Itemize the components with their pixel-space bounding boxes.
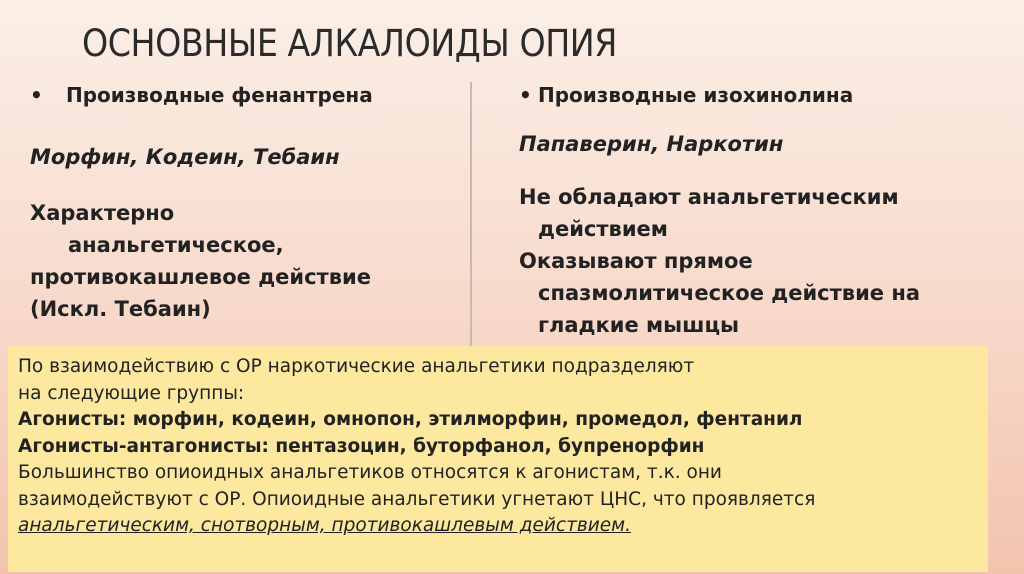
classification-note [8,346,988,572]
agonists-antagonists-line: Агонисты-антагонисты: пентазоцин, буторфанол, бупренорфин [18,435,705,457]
note-line2: на следующие группы: [18,382,245,404]
left-desc-line3: противокашлевое действие [30,265,371,289]
right-bullet: • [519,83,532,107]
right-examples: Папаверин, Наркотин [519,132,784,156]
slide-title: ОСНОВНЫЕ АЛКАЛОИДЫ ОПИЯ [82,22,617,65]
right-p2-line3: гладкие мышцы [538,313,740,337]
left-examples: Морфин, Кодеин, Тебаин [30,145,340,169]
right-p1-line2: действием [538,217,668,241]
right-p1-line1: Не обладают анальгетическим [519,185,899,209]
left-description [30,197,450,325]
left-heading: Производные фенантрена [66,83,373,107]
agonists-line: Агонисты: морфин, кодеин, омнопон, этилморфин, промедол, фентанил [18,409,803,430]
note-line5: Большинство опиоидных анальгетиков относятся к агонистам, т.к. они [18,462,722,483]
note-line7: анальгетическим, снотворным, противокашлевым действием. [18,515,632,536]
column-divider [470,82,472,357]
right-description [519,181,1009,341]
note-line6: взаимодействуют с ОР. Опиоидные анальгетики угнетают ЦНС, что проявляется [18,488,816,510]
left-desc-line1: Характерно [30,201,175,225]
right-heading: Производные изохинолина [538,83,854,107]
right-p2-line2: спазмолитическое действие на [538,281,921,305]
right-p2-line1: Оказывают прямое [519,249,753,273]
left-bullet: • [30,83,43,107]
left-desc-line4: (Искл. Тебаин) [30,297,211,321]
note-line1: По взаимодействию с ОР наркотические анальгетики подразделяют [18,356,695,377]
left-desc-line2: анальгетическое, [68,233,284,257]
